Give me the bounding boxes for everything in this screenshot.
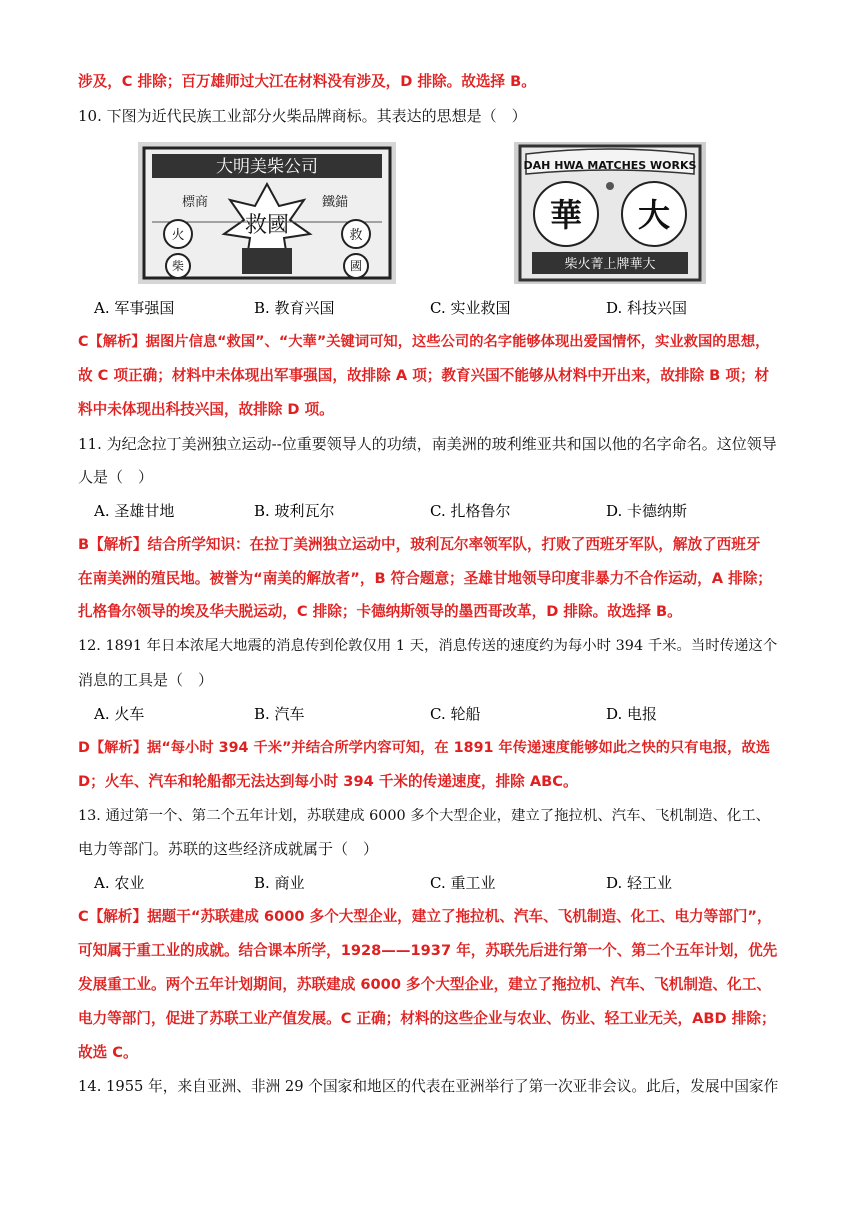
question-13-cont: 电力等部门。苏联的这些经济成就属于（ ） [78,840,379,858]
left-char: 華 [549,196,583,234]
right-char: 大 [637,196,671,234]
match-label-jiuguo-image [138,142,396,284]
question-12: 12. 1891 年日本浓尾大地震的消息传到伦敦仅用 1 天，消息传送的速度约为每小时 394 千米。当时传递这个 [78,638,778,654]
answer-text: B【解析】结合所学知识：在拉丁美洲独立运动中，玻利瓦尔率领军队，打败了西班牙军队，解放了西班牙 [78,536,761,553]
option-a: A. 火车 [94,705,145,723]
question-11-cont: 人是（ ） [78,468,154,486]
answer-text: 料中未体现出科技兴国，故排除 D 项。 [78,401,334,418]
option-d: D. 轻工业 [606,874,673,892]
option-a: A. 农业 [94,874,145,892]
circle-text-3: 救 [349,228,363,243]
option-b: B. 玻利瓦尔 [254,502,335,520]
match-label-dahwa-image [514,142,706,284]
option-a: A. 圣雄甘地 [94,502,175,520]
left-banner-text: 大明美柴公司 [216,157,318,177]
left-mark-text: 標商 [182,195,209,210]
answer-text: 发展重工业。两个五年计划期间，苏联建成 6000 多个大型企业，建立了拖拉机、汽车、飞机制造、化工、 [78,976,771,993]
option-c: C. 扎格鲁尔 [430,502,511,520]
answer-text: C【解析】据题干“苏联建成 6000 多个大型企业，建立了拖拉机、汽车、飞机制造、化工、电力等部门”， [78,908,772,925]
circle-text-2: 柴 [171,259,185,273]
circle-text-1: 火 [171,228,185,243]
answer-text: D【解析】据“每小时 394 千米”并结合所学内容可知，在 1891 年传递速度能够如此之快的只有电报，故选 [78,740,771,756]
option-a: A. 军事强国 [94,299,175,317]
option-d: D. 卡德纳斯 [606,502,688,520]
center-text: 救國 [244,213,290,238]
answer-text: 电力等部门，促进了苏联工业产值发展。C 正确；材料的这些企业与农业、伤业、轻工业无关，ABD 排除； [78,1010,776,1027]
option-c: C. 重工业 [430,874,496,892]
answer-text: C【解析】据图片信息“救国”、“大華”关键词可知，这些公司的名字能够体现出爱国情怀，实业救国的思想， [78,334,770,350]
option-b: B. 商业 [254,874,305,892]
question-12-cont: 消息的工具是（ ） [78,671,214,689]
right-footer-text: 柴火菁上牌華大 [564,257,656,272]
circle-text-4: 國 [349,259,363,273]
question-14: 14. 1955 年，来自亚洲、非洲 29 个国家和地区的代表在亚洲举行了第一次亚非会议。此后，发展中国家作 [78,1078,779,1095]
answer-text: 可知属于重工业的成就。结合课本所学，1928——1937 年，苏联先后进行第一个、第二个五年计划，优先 [78,942,778,959]
option-c: C. 实业救国 [430,299,511,317]
option-c: C. 轮船 [430,705,481,723]
question-11: 11. 为纪念拉丁美洲独立运动--位重要领导人的功绩，南美洲的玻利维亚共和国以他的名字命名。这位领导 [78,435,777,453]
option-d: D. 电报 [606,705,658,723]
answer-text: 涉及，C 排除；百万雄师过大江在材料没有涉及，D 排除。故选择 B。 [78,73,536,90]
question-10: 10. 下图为近代民族工业部分火柴品牌商标。其表达的思想是（ ） [78,107,527,125]
answer-text: D；火车、汽车和轮船都无法达到每小时 394 千米的传递速度，排除 ABC。 [78,773,578,790]
answer-text: 故 C 项正确；材料中未体现出军事强国，故排除 A 项；教育兴国不能够从材料中开出来，故排除 B 项；材 [78,367,770,384]
option-b: B. 教育兴国 [254,299,335,317]
answer-text: 扎格鲁尔领导的埃及华夫脱运动，C 排除；卡德纳斯领导的墨西哥改革，D 排除。故选择 B。 [78,603,682,620]
answer-text: 在南美洲的殖民地。被誉为“南美的解放者”，B 符合题意；圣雄甘地领导印度非暴力不合作运动，A 排除； [78,570,772,587]
right-banner-text: DAH HWA MATCHES WORKS [523,159,697,172]
answer-text: 故选 C。 [78,1044,138,1061]
question-13: 13. 通过第一个、第二个五年计划，苏联建成 6000 多个大型企业，建立了拖拉机、汽车、飞机制造、化工、 [78,808,771,824]
right-mark-text: 鐵錨 [322,195,349,210]
option-b: B. 汽车 [254,705,305,723]
option-d: D. 科技兴国 [606,299,688,317]
